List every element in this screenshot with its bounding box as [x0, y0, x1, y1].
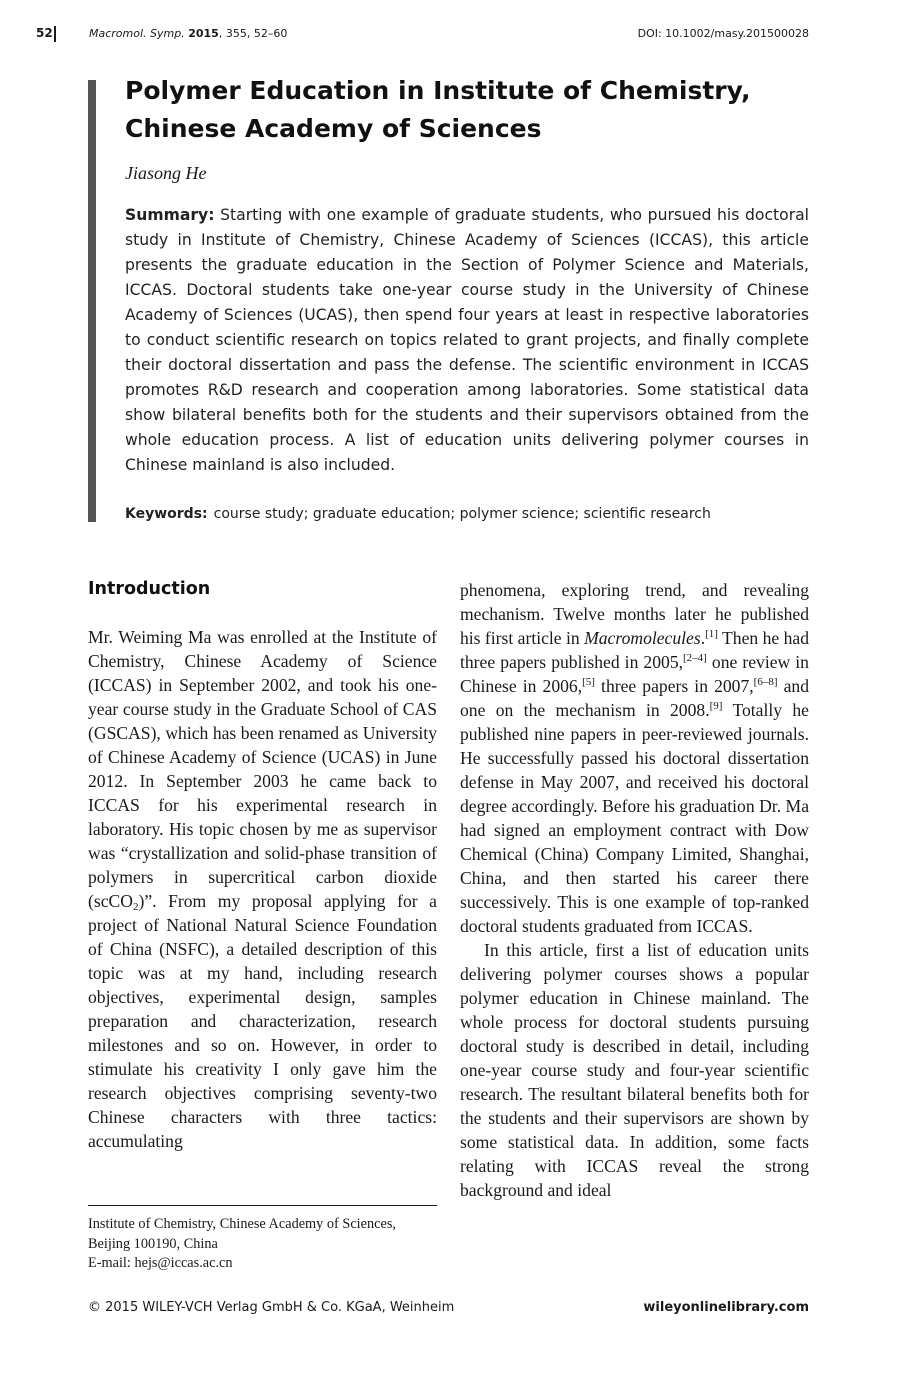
section-heading-introduction: Introduction [88, 579, 211, 599]
cont-text-d: three papers in 2007, [594, 676, 754, 696]
page-number: 52 [36, 26, 53, 40]
right-column [460, 578, 809, 1202]
summary-text: Starting with one example of graduate students, who pursued his doctoral study in Institute of Chemistry, Chinese Academy of Sciences (ICCAS), this article presents the graduate education in the Section of Polymer Science and Materials, ICCAS. Doctoral students take one-year course study in the University of Chinese Academy of Sciences (UCAS), then spend four years at least in respective laboratories to conduct scientific research on topics related to grant projects, and finally complete their doctoral dissertation and pass the defense. The scientific environment in ICCAS promotes R&D research and cooperation among laboratories. Some statistical data show bilateral benefits both for the students and their supervisors obtained from the whole education process. A list of education units delivering polymer courses in Chinese mainland is also included. [125, 206, 809, 474]
journal-name: Macromol. Symp. [89, 27, 185, 40]
abstract-summary [125, 203, 809, 478]
intro-paragraph-2: In this article, first a list of education units delivering polymer courses shows a popular polymer education in Chinese mainland. The whole process for doctoral students pursuing doctoral study is described in detail, including one-year course study and four-year scientific research. The resultant bilateral benefits both for the students and their supervisors are shown by some statistical data. In addition, some facts relating with ICCAS reveal the strong background and ideal [460, 940, 809, 1200]
reference-6-8[interactable]: [6–8] [753, 676, 778, 688]
reference-5[interactable]: [5] [582, 676, 595, 688]
intro-paragraph-1 [88, 625, 437, 1153]
affiliation-line-2: Beijing 100190, China [88, 1235, 218, 1252]
journal-citation [89, 27, 287, 40]
author-email[interactable]: E-mail: hejs@iccas.ac.cn [88, 1255, 233, 1271]
journal-macromolecules: Macromolecules [584, 628, 701, 648]
article-title [125, 72, 805, 148]
doi: DOI: 10.1002/masy.201500028 [637, 27, 809, 40]
cont-period: . [700, 628, 706, 648]
journal-year: 2015 [188, 27, 219, 40]
cont-text-f: Totally he published nine papers in peer-reviewed journals. He successfully passed his doctoral dissertation defense in May 2007, and received his doctoral degree accordingly. Before his graduation Dr. Ma had signed an employment contract with Dow Chemical (China) Company Limited, Shanghai, China, and then started his career there successively. This is one example of top-ranked doctoral students graduated from ICCAS. [460, 700, 809, 936]
reference-2-4[interactable]: [2–4] [683, 652, 707, 664]
left-column [88, 577, 437, 1153]
title-line-2: Chinese Academy of Sciences [125, 114, 542, 143]
publisher-website-link[interactable]: wileyonlinelibrary.com [643, 1300, 809, 1315]
subscript-2: 2 [132, 901, 139, 913]
affiliation-line-1: Institute of Chemistry, Chinese Academy of Sciences, [88, 1216, 396, 1232]
reference-9[interactable]: [9] [709, 700, 723, 712]
keywords-label: Keywords: [125, 506, 208, 522]
summary-label: Summary: [125, 206, 215, 224]
title-line-1: Polymer Education in Institute of Chemistry, [125, 76, 751, 105]
affiliation-footnote [88, 1215, 437, 1274]
abstract-sidebar-bar [88, 80, 96, 522]
reference-1[interactable]: [1] [705, 628, 718, 640]
keywords [125, 504, 809, 524]
header-divider [54, 26, 56, 42]
journal-volume-pages: , 355, 52–60 [218, 27, 288, 40]
cont-text-e: and one on the mechanism in 2008. [460, 676, 809, 720]
copyright-notice: © 2015 WILEY-VCH Verlag GmbH & Co. KGaA, Weinheim [88, 1300, 455, 1315]
intro-paragraph-1-continued [460, 578, 809, 938]
keywords-text: course study; graduate education; polymer science; scientific research [213, 506, 711, 522]
page-footer [88, 1300, 809, 1318]
running-header [36, 26, 809, 44]
cont-text-c: one review in Chinese in 2006, [460, 652, 809, 696]
intro-text-a: Mr. Weiming Ma was enrolled at the Institute of Chemistry, Chinese Academy of Science (ICCAS) in September 2002, and took his one-year course study in the Graduate School of CAS (GSCAS), which has been renamed as University of Chinese Academy of Science (UCAS) in June 2012. In September 2003 he came back to ICCAS for his experimental research in laboratory. His topic chosen by me as supervisor was “crystallization and solid-phase transition of polymers in supercritical carbon dioxide (scCO [88, 627, 437, 911]
author-name: Jiasong He [125, 163, 207, 183]
cont-text-b: Then he had three papers published in 2005, [460, 628, 809, 672]
intro-text-b: )”. From my proposal applying for a project of National Natural Science Foundation of China (NSFC), a detailed description of this topic was at my hand, including research objectives, experimental design, samples preparation and characterization, research milestones and so on. However, in order to stimulate his creativity I only gave him the research objectives comprising seventy-two Chinese characters with three tactics: accumulating [88, 891, 437, 1151]
cont-text-a: phenomena, exploring trend, and revealing mechanism. Twelve months later he published his first article in [460, 580, 809, 648]
footnote-rule [88, 1205, 437, 1206]
